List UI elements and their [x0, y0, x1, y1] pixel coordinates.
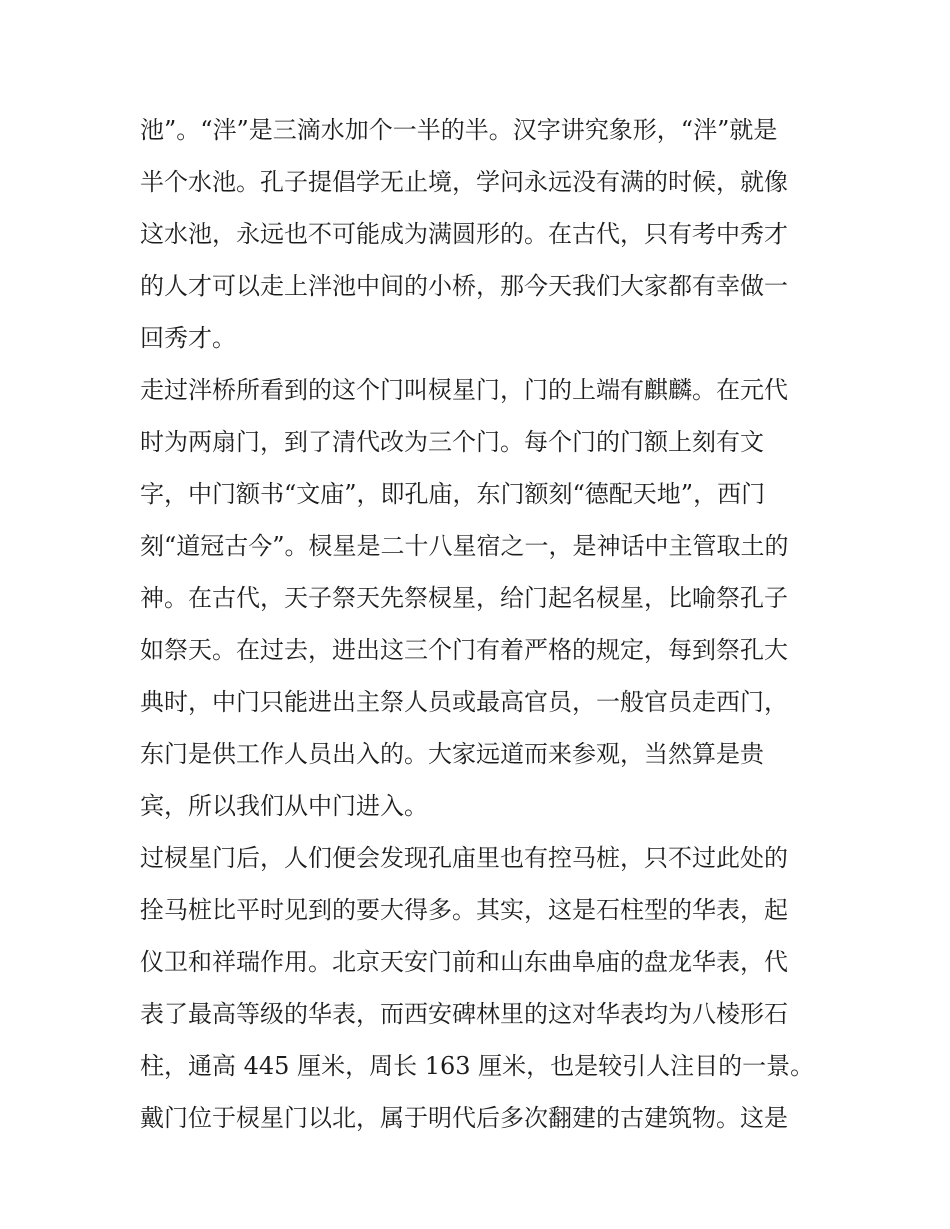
text-line: 时为两扇门，到了清代改为三个门。每个门的门额上刻有文 [140, 428, 764, 456]
text-line: 戴门位于棂星门以北，属于明代后多次翻建的古建筑物。这是 [140, 1104, 788, 1132]
text-line: 典时，中门只能进出主祭人员或最高官员，一般官员走西门， [140, 688, 788, 716]
text-line: 柱，通高 445 厘米，周长 163 厘米，也是较引人注目的一景。 [140, 1052, 815, 1080]
text-line: 宾，所以我们从中门进入。 [140, 792, 428, 820]
body-text [140, 104, 820, 1144]
text-line: 这水池，永远也不可能成为满圆形的。在古代，只有考中秀才 [140, 220, 788, 248]
text-line: 半个水池。孔子提倡学无止境，学问永远没有满的时候，就像 [140, 168, 788, 196]
text-line: 如祭天。在过去，进出这三个门有着严格的规定，每到祭孔大 [140, 636, 788, 664]
text-line: 仪卫和祥瑞作用。北京天安门前和山东曲阜庙的盘龙华表，代 [140, 948, 788, 976]
text-line: 过棂星门后，人们便会发现孔庙里也有控马桩，只不过此处的 [140, 844, 788, 872]
text-line: 走过泮桥所看到的这个门叫棂星门，门的上端有麒麟。在元代 [140, 376, 788, 404]
text-line: 池”。“泮”是三滴水加个一半的半。汉字讲究象形，“泮”就是 [140, 116, 778, 144]
text-line: 东门是供工作人员出入的。大家远道而来参观，当然算是贵 [140, 740, 764, 768]
text-line: 字，中门额书“文庙”，即孔庙，东门额刻“德配天地”，西门 [140, 480, 766, 508]
text-line: 刻“道冠古今”。棂星是二十八星宿之一，是神话中主管取土的 [140, 532, 789, 560]
text-line: 的人才可以走上泮池中间的小桥，那今天我们大家都有幸做一 [140, 272, 788, 300]
text-line: 表了最高等级的华表，而西安碑林里的这对华表均为八棱形石 [140, 1000, 788, 1028]
text-line: 拴马桩比平时见到的要大得多。其实，这是石柱型的华表，起 [140, 896, 788, 924]
text-line: 神。在古代，天子祭天先祭棂星，给门起名棂星，比喻祭孔子 [140, 584, 788, 612]
text-line: 回秀才。 [140, 324, 236, 352]
